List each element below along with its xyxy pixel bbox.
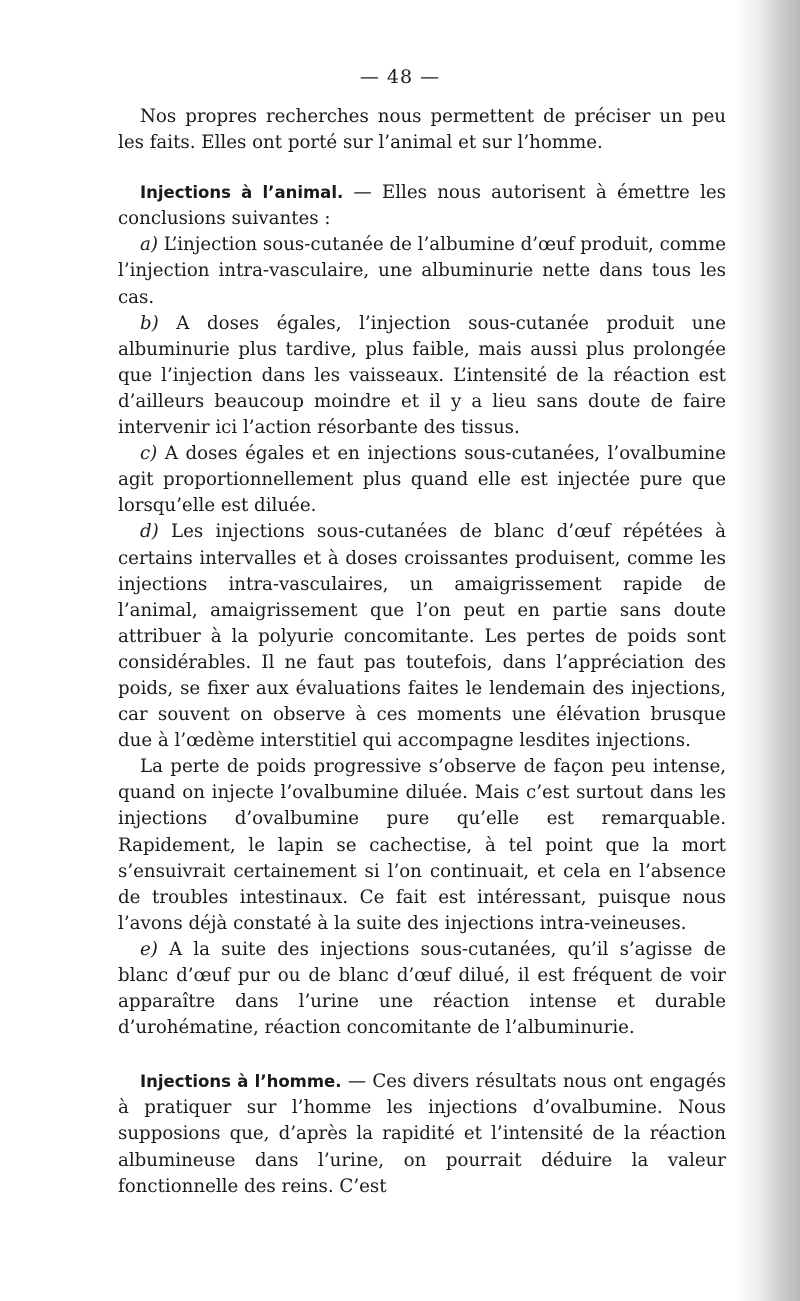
section-homme-paragraph bbox=[118, 1069, 726, 1199]
list-item bbox=[118, 311, 726, 441]
item-marker: b) bbox=[140, 312, 159, 334]
body-text bbox=[118, 104, 726, 1200]
section-homme-text: — Ces divers résultats nous ont engagés à pratiquer sur l’homme les injections d’ovalbumine. Nous supposions que, d’après la rapidité et l’intensité de la réaction albumineuse dans l’urine, on pourrait déduire la valeur fonctionnelle des reins. C’est bbox=[118, 1071, 726, 1197]
intro-paragraph: Nos propres recherches nous permettent de préciser un peu les faits. Elles ont porté sur l’animal et sur l’homme. bbox=[118, 106, 726, 154]
list-item bbox=[118, 232, 726, 310]
item-text: L’injection sous-cutanée de l’albumine d’œuf produit, comme l’injection intra-vasculaire, une albuminurie nette dans tous les cas. bbox=[118, 234, 726, 308]
item-marker: d) bbox=[140, 521, 159, 543]
page-number: — 48 — bbox=[359, 66, 441, 88]
list-item bbox=[118, 519, 726, 754]
section-animal-lead bbox=[118, 180, 726, 232]
item-text: Les injections sous-cutanées de blanc d’œuf répétées à certains intervalles et à doses croissantes produisent, comme les injections intra-vasculaires, un amaigrissement rapide de l’animal, amaigrissement que l’on peut en partie sans doute attribuer à la polyurie concomitante. Les pertes de poids sont considérables. Il ne faut pas toutefois, dans l’appréciation des poids, se fixer aux évaluations faites le lendemain des injections, car souvent on observe à ces moments une élévation brusque due à l’œdème interstitiel qui accompagne lesdites injections. bbox=[118, 521, 726, 752]
list-item bbox=[118, 937, 726, 1041]
item-marker: a) bbox=[140, 234, 158, 256]
item-text: A doses égales, l’injection sous-cutanée produit une albuminurie plus tardive, plus faible, mais aussi plus prolongée que l’injection dans les vaisseaux. L’intensité de la réaction est d’ailleurs beaucoup moindre et il y a lieu sans doute de faire intervenir ici l’action résorbante des tissus. bbox=[118, 312, 726, 439]
section-heading-animal: Injections à l’animal. bbox=[140, 183, 344, 203]
weight-loss-paragraph: La perte de poids progressive s’observe de façon peu intense, quand on injecte l’ovalbumine diluée. Mais c’est surtout dans les injections d’ovalbumine pure qu’elle est remarquable. Rapidement, le lapin se cachectise, à tel point que la mort s’ensuivrait certainement si l’on continuait, et cela en l’absence de troubles intestinaux. Ce fait est intéressant, puisque nous l’avons déjà constaté à la suite des injections intra-veineuses. bbox=[118, 756, 726, 934]
item-marker: c) bbox=[140, 443, 158, 465]
item-text: A la suite des injections sous-cutanées, qu’il s’agisse de blanc d’œuf pur ou de blanc d’œuf dilué, il est fréquent de voir apparaître dans l’urine une réaction intense et durable d’urohématine, réaction concomitante de l’albuminurie. bbox=[118, 938, 726, 1039]
item-marker: e) bbox=[140, 938, 158, 960]
item-text: A doses égales et en injections sous-cutanées, l’ovalbumine agit proportionnellement plus quand elle est injectée pure que lorsqu’elle est diluée. bbox=[118, 443, 726, 517]
section-heading-homme: Injections à l’homme. bbox=[140, 1072, 342, 1092]
section-animal-lead-text: — Elles nous autorisent à émettre les conclusions suivantes : bbox=[118, 182, 726, 230]
list-item bbox=[118, 441, 726, 519]
